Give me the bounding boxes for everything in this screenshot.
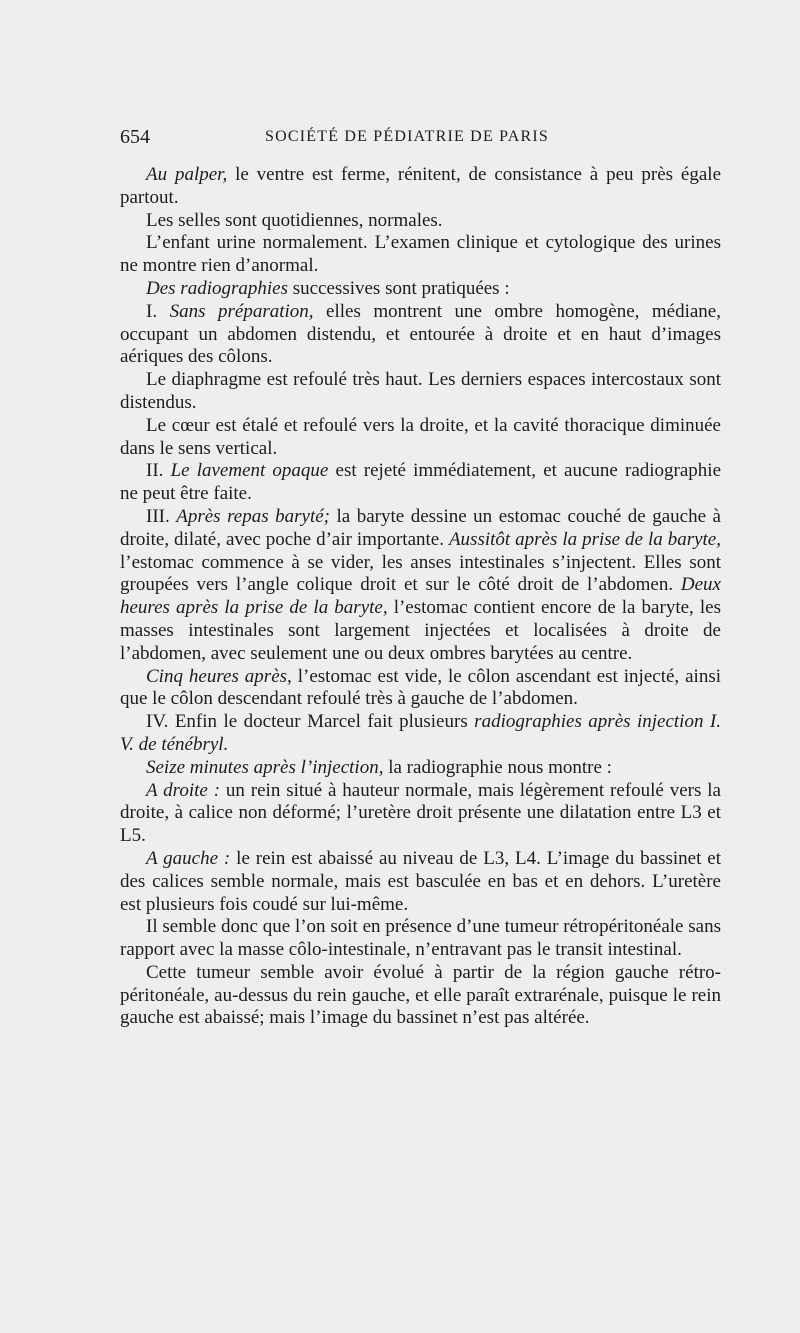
paragraph-text: elles montrent une ombre homogène, médiane, occupant un abdomen distendu, et entourée à droite et en haut d’images aériques des côlons. (120, 300, 721, 368)
body-text (120, 164, 721, 1030)
paragraph: L’enfant urine normalement. L’examen clinique et cytologique des urines ne montre rien d’anormal. (120, 232, 721, 277)
paragraph-text: la radiographie nous montre : (383, 756, 612, 778)
paragraph-text: l’estomac est vide, le côlon ascendant est injecté, ainsi que le côlon descendant refoulé très à gauche de l’abdomen. (120, 665, 721, 710)
paragraph (120, 164, 721, 210)
paragraph (120, 711, 721, 757)
paragraph-text: est rejeté immédiatement, et aucune radiographie ne peut être faite. (120, 460, 722, 505)
paragraph (120, 666, 721, 712)
italic-phrase: Aussitôt après la prise de la baryte, (448, 528, 721, 550)
section-numeral: I. (146, 300, 170, 322)
section-numeral: III. (146, 505, 177, 527)
paragraph-text: l’estomac commence à se vider, les anses intestinales s’injectent. Elles sont groupées vers l’angle colique droit et sur le côté droit de l’abdomen. (120, 551, 721, 596)
paragraph-text: le ventre est ferme, rénitent, de consistance à peu près égale partout. (120, 164, 722, 208)
paragraph: Le cœur est étalé et refoulé vers la droite, et la cavité thoracique diminuée dans le sens vertical. (120, 414, 721, 459)
paragraph (120, 757, 721, 780)
italic-phrase: A droite : (146, 779, 221, 801)
paragraph: Il semble donc que l’on soit en présence d’une tumeur rétropéritonéale sans rapport avec la masse côlo-intestinale, n’entravant pas le transit intestinal. (120, 916, 721, 961)
paragraph (120, 848, 721, 916)
italic-phrase: Deux heures après la prise de la baryte, (120, 574, 721, 619)
italic-phrase: Seize minutes après l’injection, (146, 756, 384, 778)
paragraph (120, 780, 721, 848)
section-numeral: II. (146, 460, 171, 482)
paragraph-text: la baryte dessine un estomac couché de gauche à droite, dilaté, avec poche d’air importante. (120, 505, 721, 550)
italic-phrase: Après repas baryté; (176, 505, 330, 527)
paragraph (120, 301, 721, 369)
italic-phrase: Sans préparation, (169, 300, 314, 322)
paragraph (120, 460, 721, 506)
paragraph-text: le rein est abaissé au niveau de L3, L4. L’image du bassinet et des calices semble normale, mais est basculée en bas et en dehors. L’uretère est plusieurs fois coudé sur lui-même. (120, 847, 721, 915)
italic-phrase: A gauche : (146, 847, 231, 869)
paragraph: Les selles sont quotidiennes, normales. (146, 209, 443, 231)
paragraph: Cette tumeur semble avoir évolué à partir de la région gauche rétro-péritonéale, au-dessus du rein gauche, et elle paraît extrarénale, puisque le rein gauche est abaissé; mais l’image du bassinet n’est pas altérée. (120, 961, 721, 1029)
italic-phrase: Au palper, (146, 164, 228, 185)
italic-phrase: Des radiographies (146, 277, 288, 299)
page-header (120, 126, 720, 154)
paragraph: Le diaphragme est refoulé très haut. Les derniers espaces intercostaux sont distendus. (120, 369, 721, 413)
paragraph-text: successives sont pratiquées : (287, 277, 510, 299)
italic-phrase: Le lavement opaque (170, 460, 329, 482)
paragraph (120, 278, 721, 301)
paragraph-text: Enfin le docteur Marcel fait plusieurs (174, 711, 475, 733)
running-head: SOCIÉTÉ DE PÉDIATRIE DE PARIS (265, 128, 549, 145)
paragraph (120, 506, 721, 666)
section-numeral: IV. (146, 711, 175, 733)
page-number: 654 (120, 126, 150, 148)
paragraph-text: l’estomac contient encore de la baryte, les masses intestinales sont largement injectées et localisées à droite de l’abdomen, avec seulement une ou deux ombres barytées au centre. (120, 597, 721, 664)
italic-phrase: radiographies après injection I. V. de ténébryl. (120, 711, 721, 755)
paragraph-text: un rein situé à hauteur normale, mais légèrement refoulé vers la droite, à calice non déformé; l’uretère droit présente une dilatation entre L3 et L5. (120, 779, 721, 847)
italic-phrase: Cinq heures après, (146, 665, 292, 687)
